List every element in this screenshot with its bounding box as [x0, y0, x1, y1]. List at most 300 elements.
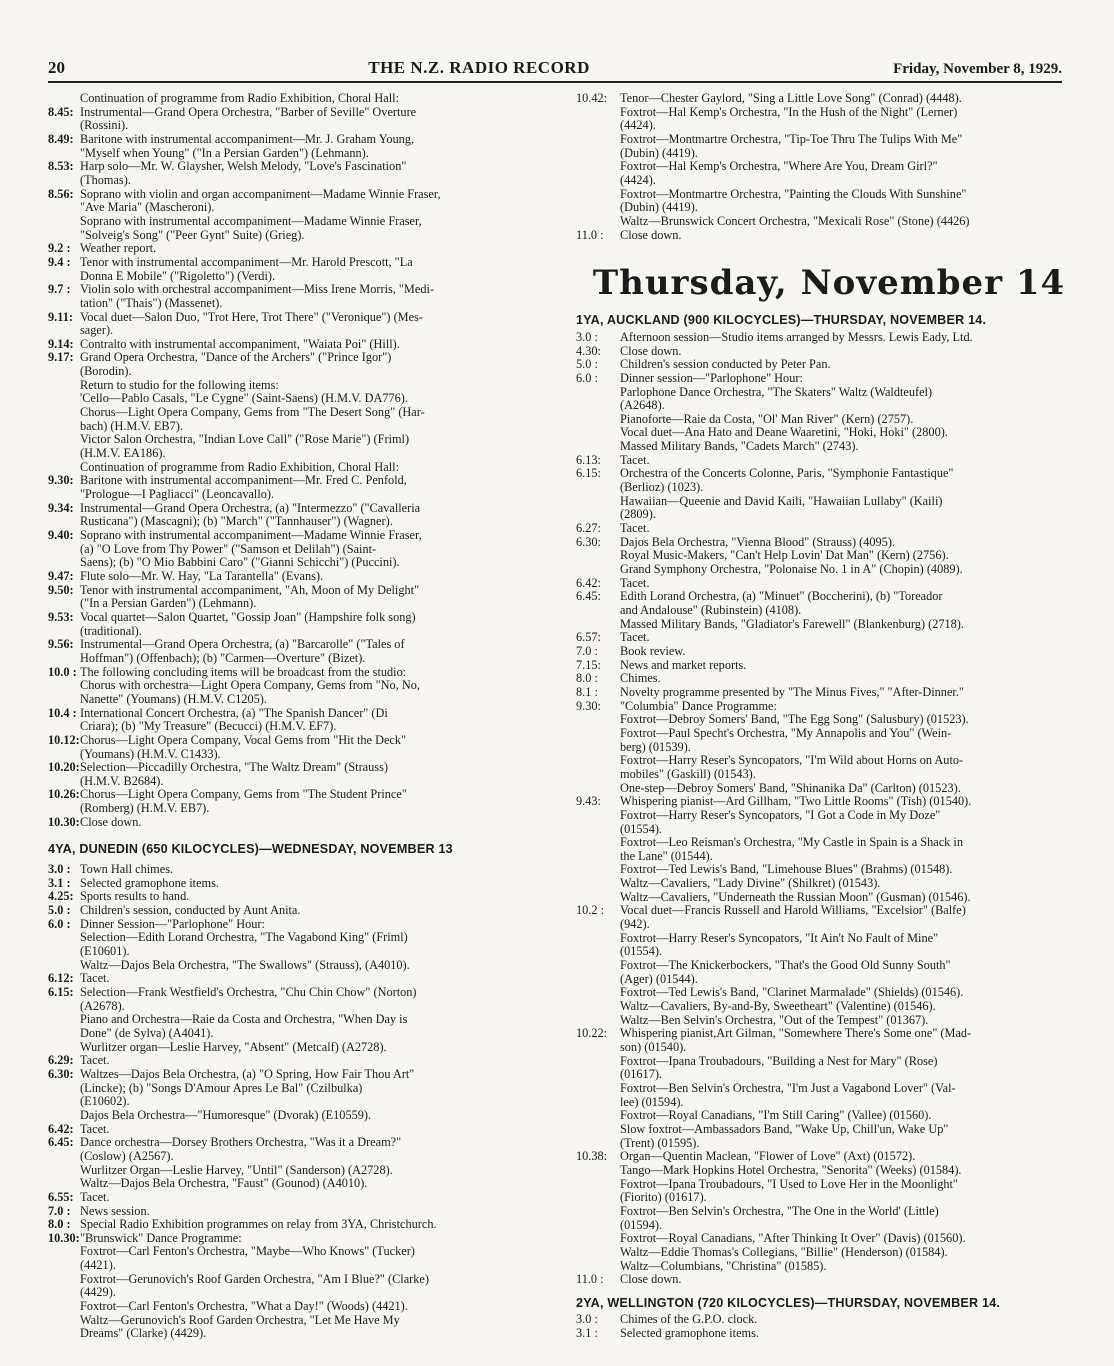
- entry-line: Tacet.: [620, 452, 650, 467]
- entry-line: (01554).: [620, 944, 663, 959]
- entry-time: 8.0 :: [576, 671, 598, 686]
- entry-line: Selection—Edith Lorand Orchestra, "The Vagabond King" (Friml): [80, 930, 408, 945]
- schedule-entry: [576, 454, 1082, 468]
- entry-line: Foxtrot—Royal Canadians, "After Thinking It Over" (Davis) (01560).: [620, 1231, 966, 1246]
- schedule-entry: [576, 590, 1082, 631]
- entry-line: Vocal duet—Francis Russell and Harold Williams, "Excelsior" (Balfe): [620, 903, 966, 918]
- entry-time: 10.4 :: [48, 705, 77, 720]
- entry-time: 6.27:: [576, 521, 601, 536]
- entry-line: Return to studio for the following items:: [80, 377, 279, 392]
- schedule-entry: [48, 160, 546, 187]
- entry-line: Foxtrot—Ted Lewis's Band, "Limehouse Blues" (Brahms) (01548).: [620, 862, 953, 877]
- schedule-entry: [48, 529, 546, 570]
- entry-line: sager).: [80, 323, 114, 338]
- entry-line: Nanette" (Youmans) (H.M.V. C1205).: [80, 691, 267, 706]
- entry-line: Foxtrot—Ben Selvin's Orchestra, "I'm Just a Vagabond Lover" (Val-: [620, 1080, 956, 1095]
- entry-line: tation" ("Thais") (Massenet).: [80, 295, 223, 310]
- schedule-entry: [48, 877, 546, 891]
- schedule-entry: [576, 467, 1082, 522]
- entry-time: 10.42:: [576, 91, 608, 105]
- entry-line: News and market reports.: [620, 657, 747, 672]
- entry-line: Wurlitzer organ—Leslie Harvey, "Absent" (Metcalf) (A2728).: [80, 1039, 387, 1054]
- entry-time: 7.15:: [576, 657, 601, 672]
- entry-time: 4.25:: [48, 889, 74, 904]
- entry-time: 9.30:: [576, 698, 601, 713]
- right-column: [576, 92, 1082, 1341]
- entry-line: Selection—Piccadilly Orchestra, "The Waltz Dream" (Strauss): [80, 760, 388, 775]
- schedule-entry: [576, 1327, 1082, 1341]
- entry-line: Chorus with orchestra—Light Opera Company, Gems from "No, No,: [80, 678, 420, 693]
- schedule-entry: [48, 1218, 546, 1232]
- entry-time: 10.30:: [48, 814, 80, 829]
- entry-time: 6.15:: [576, 466, 601, 481]
- entry-line: (942).: [620, 917, 650, 932]
- entry-line: Massed Military Bands, "Cadets March" (2743).: [620, 439, 859, 454]
- entry-line: Dinner Session—"Parlophone" Hour:: [80, 916, 265, 931]
- schedule-entry: [576, 522, 1082, 536]
- entry-line: Contralto with instrumental accompaniment, "Waiata Poi" (Hill).: [80, 336, 400, 351]
- entry-line: Tacet.: [80, 1189, 110, 1204]
- entry-line: "Solveig's Song" ("Peer Gynt" Suite) (Grieg).: [80, 227, 305, 242]
- schedule-entry: [576, 358, 1082, 372]
- entry-line: Foxtrot—Harry Reser's Syncopators, "It Ain't No Fault of Mine": [620, 930, 939, 945]
- entry-line: Royal Music-Makers, "Can't Help Lovin' Dat Man" (Kern) (2756).: [620, 548, 949, 563]
- entry-line: (4424).: [620, 118, 656, 133]
- entry-line: Tenor—Chester Gaylord, "Sing a Little Love Song" (Conrad) (4448).: [620, 91, 962, 105]
- schedule-entry: [48, 666, 546, 707]
- schedule-list: [48, 863, 546, 1341]
- schedule-entry: [48, 256, 546, 283]
- entry-line: Vocal duet—Ana Hato and Deane Waaretini, "Hoki, Hoki" (2800).: [620, 425, 948, 440]
- entry-time: 11.0 :: [576, 227, 604, 242]
- entry-time: 6.30:: [576, 534, 601, 549]
- entry-line: (Youmans) (H.M.V. C1433).: [80, 746, 221, 761]
- schedule-entry: [576, 645, 1082, 659]
- entry-time: 6.45:: [48, 1135, 74, 1150]
- schedule-entry: [48, 311, 546, 338]
- entry-line: Afternoon session—Studio items arranged by Messrs. Lewis Eady, Ltd.: [620, 329, 973, 344]
- entry-line: (4421).: [80, 1258, 116, 1273]
- entry-time: 3.0 :: [576, 1312, 598, 1327]
- entry-line: Chorus—Light Opera Company, Vocal Gems from "Hit the Deck": [80, 732, 407, 747]
- entry-time: 10.20:: [48, 760, 80, 775]
- entry-line: Close down.: [620, 227, 682, 242]
- entry-line: Tenor with instrumental accompaniment, "Ah, Moon of My Delight": [80, 582, 420, 597]
- entry-line: Waltz—Gerunovich's Roof Garden Orchestra, "Let Me Have My: [80, 1312, 400, 1327]
- entry-line: Waltz—Brunswick Concert Orchestra, "Mexicali Rose" (Stone) (4426): [620, 213, 970, 228]
- entry-line: Orchestra of the Concerts Colonne, Paris, "Symphonie Fantastique": [620, 466, 954, 481]
- entry-line: Soprano with instrumental accompaniment—Madame Winnie Fraser,: [80, 213, 422, 228]
- entry-time: 9.56:: [48, 637, 74, 652]
- entry-line: (Borodin).: [80, 364, 132, 379]
- entry-line: Soprano with violin and organ accompaniment—Madame Winnie Fraser,: [80, 186, 441, 201]
- entry-line: Dajos Bela Orchestra—"Humoresque" (Dvorak) (E10559).: [80, 1107, 372, 1122]
- entry-line: Foxtrot—Hal Kemp's Orchestra, "In the Hush of the Night" (Lerner): [620, 104, 958, 119]
- entry-time: 10.26:: [48, 787, 80, 802]
- entry-time: 10.22:: [576, 1026, 608, 1041]
- entry-line: Foxtrot—Harry Reser's Syncopators, "I Got a Code in My Doze": [620, 807, 941, 822]
- entry-line: Close down.: [620, 1272, 682, 1287]
- entry-time: 5.0 :: [48, 903, 71, 918]
- entry-line: Chorus—Light Opera Company, Gems from "The Desert Song" (Har-: [80, 405, 425, 420]
- entry-line: (4424).: [620, 172, 656, 187]
- entry-line: Weather report.: [80, 241, 157, 256]
- entry-line: One-step—Debroy Somers' Band, "Shinanika Da" (Carlton) (01523).: [620, 780, 961, 795]
- entry-line: Selected gramophone items.: [620, 1326, 759, 1341]
- entry-line: Tacet.: [620, 575, 650, 590]
- entry-time: 10.38:: [576, 1149, 608, 1164]
- entry-time: 3.1 :: [48, 875, 71, 890]
- entry-line: Tango—Mark Hopkins Hotel Orchestra, "Senorita" (Weeks) (01584).: [620, 1162, 962, 1177]
- schedule-entry: [576, 345, 1082, 359]
- entry-line: Baritone with instrumental accompaniment—Mr. J. Graham Young,: [80, 131, 415, 146]
- entry-line: "Prologue—I Pagliacci" (Leoncavallo).: [80, 487, 275, 502]
- entry-line: Continuation of programme from Radio Exhibition, Choral Hall:: [80, 459, 399, 474]
- entry-time: 10.2 :: [576, 903, 605, 918]
- entry-line: Chorus—Light Opera Company, Gems from "The Student Prince": [80, 787, 407, 802]
- schedule-entry: [576, 1273, 1082, 1287]
- schedule-entry: [48, 474, 546, 501]
- entry-line: Foxtrot—Debroy Somers' Band, "The Egg Song" (Salusbury) (01523).: [620, 712, 969, 727]
- entry-time: 6.0 :: [576, 370, 598, 385]
- entry-line: Instrumental—Grand Opera Orchestra, "Barber of Seville" Overture: [80, 104, 417, 119]
- entry-line: mobiles" (Gaskill) (01543).: [620, 766, 756, 781]
- schedule-entry: [576, 659, 1082, 673]
- schedule-entry: [576, 904, 1082, 1027]
- entry-line: Close down.: [620, 343, 682, 358]
- schedule-entry: [48, 816, 546, 830]
- entry-line: Done" (de Sylva) (A4041).: [80, 1025, 214, 1040]
- schedule-entry: [48, 188, 546, 243]
- schedule-entry: [48, 986, 546, 1054]
- entry-line: Waltz—Dajos Bela Orchestra, "Faust" (Gounod) (A4010).: [80, 1176, 368, 1191]
- schedule-entry: [48, 133, 546, 160]
- schedule-entry: [48, 761, 546, 788]
- schedule-entry: [48, 1123, 546, 1137]
- schedule-entry: [48, 1136, 546, 1191]
- entry-line: (traditional).: [80, 623, 142, 638]
- station-heading-2ya: 2YA, WELLINGTON (720 KILOCYCLES)—THURSDAY, NOVEMBER 14.: [576, 1295, 1001, 1310]
- entry-line: lee) (01594).: [620, 1094, 684, 1109]
- entry-line: Foxtrot—Paul Specht's Orchestra, "My Annapolis and You" (Wein-: [620, 725, 952, 740]
- schedule-entry: [48, 904, 546, 918]
- entry-line: Waltz—Dajos Bela Orchestra, "The Swallows" (Strauss), (A4010).: [80, 957, 410, 972]
- entry-line: (Dubin) (4419).: [620, 145, 698, 160]
- entry-line: (E10602).: [80, 1094, 130, 1109]
- entry-line: Foxtrot—Royal Canadians, "I'm Still Caring" (Vallee) (01560).: [620, 1108, 932, 1123]
- entry-line: "Myself when Young" ("In a Persian Garden") (Lehmann).: [80, 145, 369, 160]
- entry-line: Waltz—Cavaliers, "Underneath the Russian Moon" (Gusman) (01546).: [620, 889, 971, 904]
- entry-line: (Fiorito) (01617).: [620, 1190, 707, 1205]
- schedule-entry: [576, 92, 1082, 229]
- entry-line: The following concluding items will be broadcast from the studio:: [80, 664, 407, 679]
- schedule-entry: [576, 331, 1082, 345]
- schedule-entry: [48, 1191, 546, 1205]
- schedule-entry: [48, 972, 546, 986]
- entry-time: 10.0 :: [48, 664, 77, 679]
- entry-time: 9.17:: [48, 350, 74, 365]
- entry-line: (A2648).: [620, 398, 665, 413]
- schedule-list: [576, 331, 1082, 1287]
- entry-line: Tacet.: [80, 1053, 110, 1068]
- entry-time: 6.13:: [576, 452, 601, 467]
- entry-time: 11.0 :: [576, 1272, 604, 1287]
- entry-time: 9.50:: [48, 582, 74, 597]
- entry-line: Baritone with instrumental accompaniment—Mr. Fred C. Penfold,: [80, 473, 407, 488]
- entry-time: 9.11:: [48, 309, 73, 324]
- entry-line: Novelty programme presented by "The Minus Fives," "After-Dinner.": [620, 684, 964, 699]
- schedule-entry: [48, 584, 546, 611]
- entry-line: International Concert Orchestra, (a) "The Spanish Dancer" (Di: [80, 705, 388, 720]
- entry-time: 7.0 :: [48, 1203, 71, 1218]
- entry-line: "Brunswick" Dance Programme:: [80, 1230, 242, 1245]
- schedule-entry: [48, 863, 546, 877]
- schedule-entry: [576, 700, 1082, 796]
- schedule-entry: [576, 1150, 1082, 1273]
- entry-time: 3.0 :: [576, 329, 598, 344]
- entry-line: Foxtrot—Carl Fenton's Orchestra, "Maybe—Who Knows" (Tucker): [80, 1244, 415, 1259]
- entry-line: (Trent) (01595).: [620, 1135, 700, 1150]
- entry-line: Chimes.: [620, 671, 661, 686]
- entry-time: 6.45:: [576, 589, 601, 604]
- entry-line: (01554).: [620, 821, 663, 836]
- entry-time: 9.4 :: [48, 254, 71, 269]
- schedule-entry: [576, 536, 1082, 577]
- left-column: [48, 92, 546, 1341]
- entry-line: (H.M.V. EA186).: [80, 446, 166, 461]
- entry-line: Saens); (b) "O Mio Babbini Caro" ("Gianni Schicchi") (Puccini).: [80, 555, 400, 570]
- entry-line: Sports results to hand.: [80, 889, 190, 904]
- entry-line: Waltz—Cavaliers, "Lady Divine" (Shilkret) (01543).: [620, 876, 881, 891]
- entry-line: (2809).: [620, 507, 656, 522]
- entry-line: Donna E Mobile" ("Rigoletto") (Verdi).: [80, 268, 276, 283]
- entry-line: Children's session conducted by Peter Pan.: [620, 357, 831, 372]
- schedule-entry: [48, 1068, 546, 1123]
- entry-time: 10.30:: [48, 1230, 80, 1245]
- entry-line: Town Hall chimes.: [80, 862, 174, 877]
- schedule-list: [576, 1313, 1082, 1340]
- entry-line: Foxtrot—Ted Lewis's Band, "Clarinet Marmalade" (Shields) (01546).: [620, 985, 964, 1000]
- entry-line: Waltz—Ben Selvin's Orchestra, "Out of the Tempest" (01367).: [620, 1012, 929, 1027]
- entry-line: (Berlioz) (1023).: [620, 480, 704, 495]
- schedule-entry: [48, 283, 546, 310]
- entry-line: (a) "O Love from Thy Power" ("Samson et Delilah") (Saint-: [80, 541, 377, 556]
- entry-line: (Rossini).: [80, 118, 129, 133]
- entry-time: 6.15:: [48, 985, 74, 999]
- entry-line: Foxtrot—Carl Fenton's Orchestra, "What a Day!" (Woods) (4421).: [80, 1299, 408, 1314]
- entry-time: 8.1 :: [576, 684, 598, 699]
- entry-line: Foxtrot—Gerunovich's Roof Garden Orchestra, "Am I Blue?" (Clarke): [80, 1271, 429, 1286]
- entry-line: Foxtrot—The Knickerbockers, "That's the Good Old Sunny South": [620, 958, 951, 973]
- entry-time: 8.56:: [48, 186, 74, 201]
- entry-line: (E10601).: [80, 944, 130, 959]
- entry-time: 7.0 :: [576, 643, 598, 658]
- entry-line: Tacet.: [80, 971, 110, 986]
- entry-time: 9.40:: [48, 528, 74, 542]
- entry-line: Wurlitzer Organ—Leslie Harvey, "Until" (Sanderson) (A2728).: [80, 1162, 393, 1177]
- entry-line: Grand Opera Orchestra, "Dance of the Archers" ("Prince Igor"): [80, 350, 392, 365]
- entry-line: Waltz—Cavaliers, By-and-By, Sweetheart" (Valentine) (01546).: [620, 999, 936, 1014]
- entry-time: 6.0 :: [48, 916, 71, 931]
- schedule-entry: [48, 502, 546, 529]
- entry-line: and Andalouse" (Rubinstein) (4108).: [620, 603, 802, 617]
- entry-line: Foxtrot—Montmartre Orchestra, "Tip-Toe Thru The Tulips With Me": [620, 131, 963, 146]
- entry-line: ("In a Persian Garden") (Lehmann).: [80, 596, 257, 611]
- entry-line: Book review.: [620, 643, 686, 658]
- entry-line: Foxtrot—Ipana Troubadours, "I Used to Love Her in the Moonlight": [620, 1176, 958, 1191]
- entry-line: Harp solo—Mr. W. Glaysher, Welsh Melody, "Love's Fascination": [80, 159, 407, 174]
- entry-line: Flute solo—Mr. W. Hay, "La Tarantella" (Evans).: [80, 568, 324, 583]
- entry-line: (01594).: [620, 1217, 663, 1232]
- entry-line: Waltz—Columbians, "Christina" (01585).: [620, 1258, 827, 1273]
- entry-line: Vocal quartet—Salon Quartet, "Gossip Joan" (Hampshire folk song): [80, 609, 416, 624]
- entry-line: Edith Lorand Orchestra, (a) "Minuet" (Boccherini), (b) "Toreador: [620, 589, 943, 604]
- entry-line: Foxtrot—Leo Reisman's Orchestra, "My Castle in Spain is a Shack in: [620, 835, 963, 850]
- entry-line: Instrumental—Grand Opera Orchestra, (a) "Barcarolle" ("Tales of: [80, 637, 405, 652]
- schedule-entry: [576, 631, 1082, 645]
- entry-time: 5.0 :: [576, 357, 598, 372]
- entry-line: Tacet.: [80, 1121, 110, 1136]
- entry-line: Hawaiian—Queenie and David Kaili, "Hawaiian Lullaby" (Kaili): [620, 493, 943, 508]
- entry-time: 6.12:: [48, 971, 74, 986]
- entry-time: 9.7 :: [48, 282, 71, 297]
- entry-time: 8.0 :: [48, 1217, 71, 1232]
- entry-time: 9.43:: [576, 794, 601, 809]
- schedule-entry: [576, 686, 1082, 700]
- entry-time: 8.45:: [48, 104, 74, 119]
- entry-time: 6.29:: [48, 1053, 74, 1068]
- masthead-title: THE N.Z. RADIO RECORD: [368, 58, 590, 77]
- continuation-note: Continuation of programme from Radio Exhibition, Choral Hall:: [80, 91, 399, 105]
- entry-line: Organ—Quentin Maclean, "Flower of Love" (Axt) (01572).: [620, 1149, 916, 1164]
- entry-line: son) (01540).: [620, 1040, 687, 1054]
- entry-line: Foxtrot—Harry Reser's Syncopators, "I'm Wild about Horns on Auto-: [620, 753, 964, 768]
- entry-time: 6.57:: [576, 630, 601, 645]
- schedule-entry: [576, 1027, 1082, 1150]
- schedule-entry: [48, 734, 546, 761]
- entry-line: "Ave Maria" (Mascheroni).: [80, 200, 215, 215]
- schedule-entry: [48, 106, 546, 133]
- entry-line: Tacet.: [620, 521, 650, 536]
- entry-time: 4.30:: [576, 343, 601, 358]
- entry-line: Tenor with instrumental accompaniment—Mr. Harold Prescott, "La: [80, 254, 413, 269]
- entry-line: Selected gramophone items.: [80, 875, 219, 890]
- schedule-entry: [48, 890, 546, 904]
- entry-time: 9.47:: [48, 568, 74, 583]
- schedule-entry: [48, 788, 546, 815]
- entry-line: 'Cello—Pablo Casals, "Le Cygne" (Saint-Saens) (H.M.V. DA776).: [80, 391, 408, 406]
- entry-line: Parlophone Dance Orchestra, "The Skaters" Waltz (Waldteufel): [620, 384, 933, 399]
- entry-time: 6.42:: [576, 575, 601, 590]
- entry-time: 9.53:: [48, 609, 74, 624]
- schedule-entry: [48, 638, 546, 665]
- entry-line: Violin solo with orchestral accompaniment—Miss Irene Morris, "Medi-: [80, 282, 434, 297]
- entry-line: (Dubin) (4419).: [620, 200, 698, 215]
- entry-line: Piano and Orchestra—Raie da Costa and Orchestra, "When Day is: [80, 1012, 408, 1027]
- entry-line: Waltzes—Dajos Bela Orchestra, (a) "O Spring, How Fair Thou Art": [80, 1066, 415, 1081]
- entry-line: Tacet.: [620, 630, 650, 645]
- schedule-entry: [48, 1232, 546, 1341]
- entry-time: 6.55:: [48, 1189, 74, 1204]
- entry-line: Waltz—Eddie Thomas's Collegians, "Billie" (Henderson) (01584).: [620, 1244, 948, 1259]
- entry-line: (Lincke); (b) "Songs D'Amour Apres Le Bal" (Czilbulka): [80, 1080, 363, 1095]
- entry-line: the Lane" (01544).: [620, 848, 713, 863]
- page-number: 20: [48, 58, 65, 77]
- entry-line: (Ager) (01544).: [620, 971, 698, 986]
- schedule-entry: [576, 672, 1082, 686]
- schedule-entry: [48, 351, 546, 474]
- entry-time: 10.12:: [48, 732, 80, 747]
- entry-line: (Romberg) (H.M.V. EB7).: [80, 801, 210, 816]
- entry-line: Whispering pianist—Ard Gillham, "Two Little Rooms" (Tish) (01540).: [620, 794, 972, 809]
- schedule-entry: [48, 242, 546, 256]
- schedule-entry: [576, 577, 1082, 591]
- schedule-entry: [576, 795, 1082, 904]
- entry-line: Pianoforte—Raie da Costa, "Ol' Man River" (Kern) (2757).: [620, 411, 914, 426]
- entry-line: Vocal duet—Salon Duo, "Trot Here, Trot There" ("Veronique") (Mes-: [80, 309, 423, 324]
- entry-line: Foxtrot—Ben Selvin's Orchestra, "The One in the World' (Little): [620, 1203, 939, 1218]
- day-title: Thursday, November 14: [592, 263, 1066, 304]
- schedule-entry: [576, 372, 1082, 454]
- schedule-list: [576, 92, 1082, 242]
- entry-time: 9.14:: [48, 336, 74, 351]
- entry-time: 3.0 :: [48, 862, 71, 877]
- entry-line: (4429).: [80, 1285, 116, 1300]
- entry-line: Special Radio Exhibition programmes on relay from 3YA, Christchurch.: [80, 1217, 437, 1232]
- page-header: [48, 52, 1062, 83]
- entry-line: Foxtrot—Ipana Troubadours, "Building a Nest for Mary" (Rose): [620, 1053, 938, 1068]
- schedule-entry: [48, 1205, 546, 1219]
- entry-line: Criara); (b) "My Treasure" (Becucci) (H.M.V. EF7).: [80, 719, 337, 734]
- entry-line: Grand Symphony Orchestra, "Polonaise No. 1 in A" (Chopin) (4089).: [620, 562, 963, 577]
- entry-line: Instrumental—Grand Opera Orchestra, (a) "Intermezzo" ("Cavalleria: [80, 500, 421, 515]
- entry-line: Rusticana") (Mascagni); (b) "March" ("Tannhauser") (Wagner).: [80, 514, 393, 529]
- entry-line: Dinner session—"Parlophone" Hour:: [620, 370, 803, 385]
- schedule-entry: [48, 338, 546, 352]
- entry-line: berg) (01539).: [620, 739, 691, 754]
- entry-line: Dance orchestra—Dorsey Brothers Orchestra, "Was it a Dream?": [80, 1135, 402, 1150]
- entry-line: Foxtrot—Hal Kemp's Orchestra, "Where Are You, Dream Girl?": [620, 159, 938, 174]
- entry-time: 6.30:: [48, 1066, 74, 1081]
- entry-line: Dajos Bela Orchestra, "Vienna Blood" (Strauss) (4095).: [620, 534, 895, 549]
- entry-line: "Columbia" Dance Programme:: [620, 698, 777, 713]
- entry-time: 8.49:: [48, 131, 74, 146]
- entry-line: Hoffman") (Offenbach); (b) "Carmen—Overture" (Bizet).: [80, 650, 366, 665]
- schedule-entry: [48, 918, 546, 973]
- entry-line: (A2678).: [80, 998, 125, 1013]
- entry-line: Chimes of the G.P.O. clock.: [620, 1312, 758, 1327]
- schedule-entry: [48, 611, 546, 638]
- station-heading-1ya: 1YA, AUCKLAND (900 KILOCYCLES)—THURSDAY, NOVEMBER 14.: [576, 313, 987, 328]
- entry-line: Children's session, conducted by Aunt Anita.: [80, 903, 301, 918]
- entry-line: Selection—Frank Westfield's Orchestra, "Chu Chin Chow" (Norton): [80, 985, 417, 999]
- schedule-entry: [576, 1313, 1082, 1327]
- entry-time: 8.53:: [48, 159, 74, 174]
- entry-line: Foxtrot—Montmartre Orchestra, "Painting the Clouds With Sunshine": [620, 186, 967, 201]
- entry-time: 3.1 :: [576, 1326, 598, 1341]
- entry-line: Victor Salon Orchestra, "Indian Love Call" ("Rose Marie") (Friml): [80, 432, 410, 447]
- entry-line: bach) (H.M.V. EB7).: [80, 418, 183, 433]
- entry-time: 9.30:: [48, 473, 74, 488]
- entry-line: (Coslow) (A2567).: [80, 1148, 174, 1163]
- entry-time: 6.42:: [48, 1121, 74, 1136]
- schedule-entry: [48, 707, 546, 734]
- entry-line: Close down.: [80, 814, 142, 829]
- entry-line: Massed Military Bands, "Gladiator's Farewell" (Blankenburg) (2718).: [620, 616, 964, 631]
- schedule-entry: [48, 570, 546, 584]
- entry-time: 9.2 :: [48, 241, 71, 256]
- schedule-entry: [48, 1054, 546, 1068]
